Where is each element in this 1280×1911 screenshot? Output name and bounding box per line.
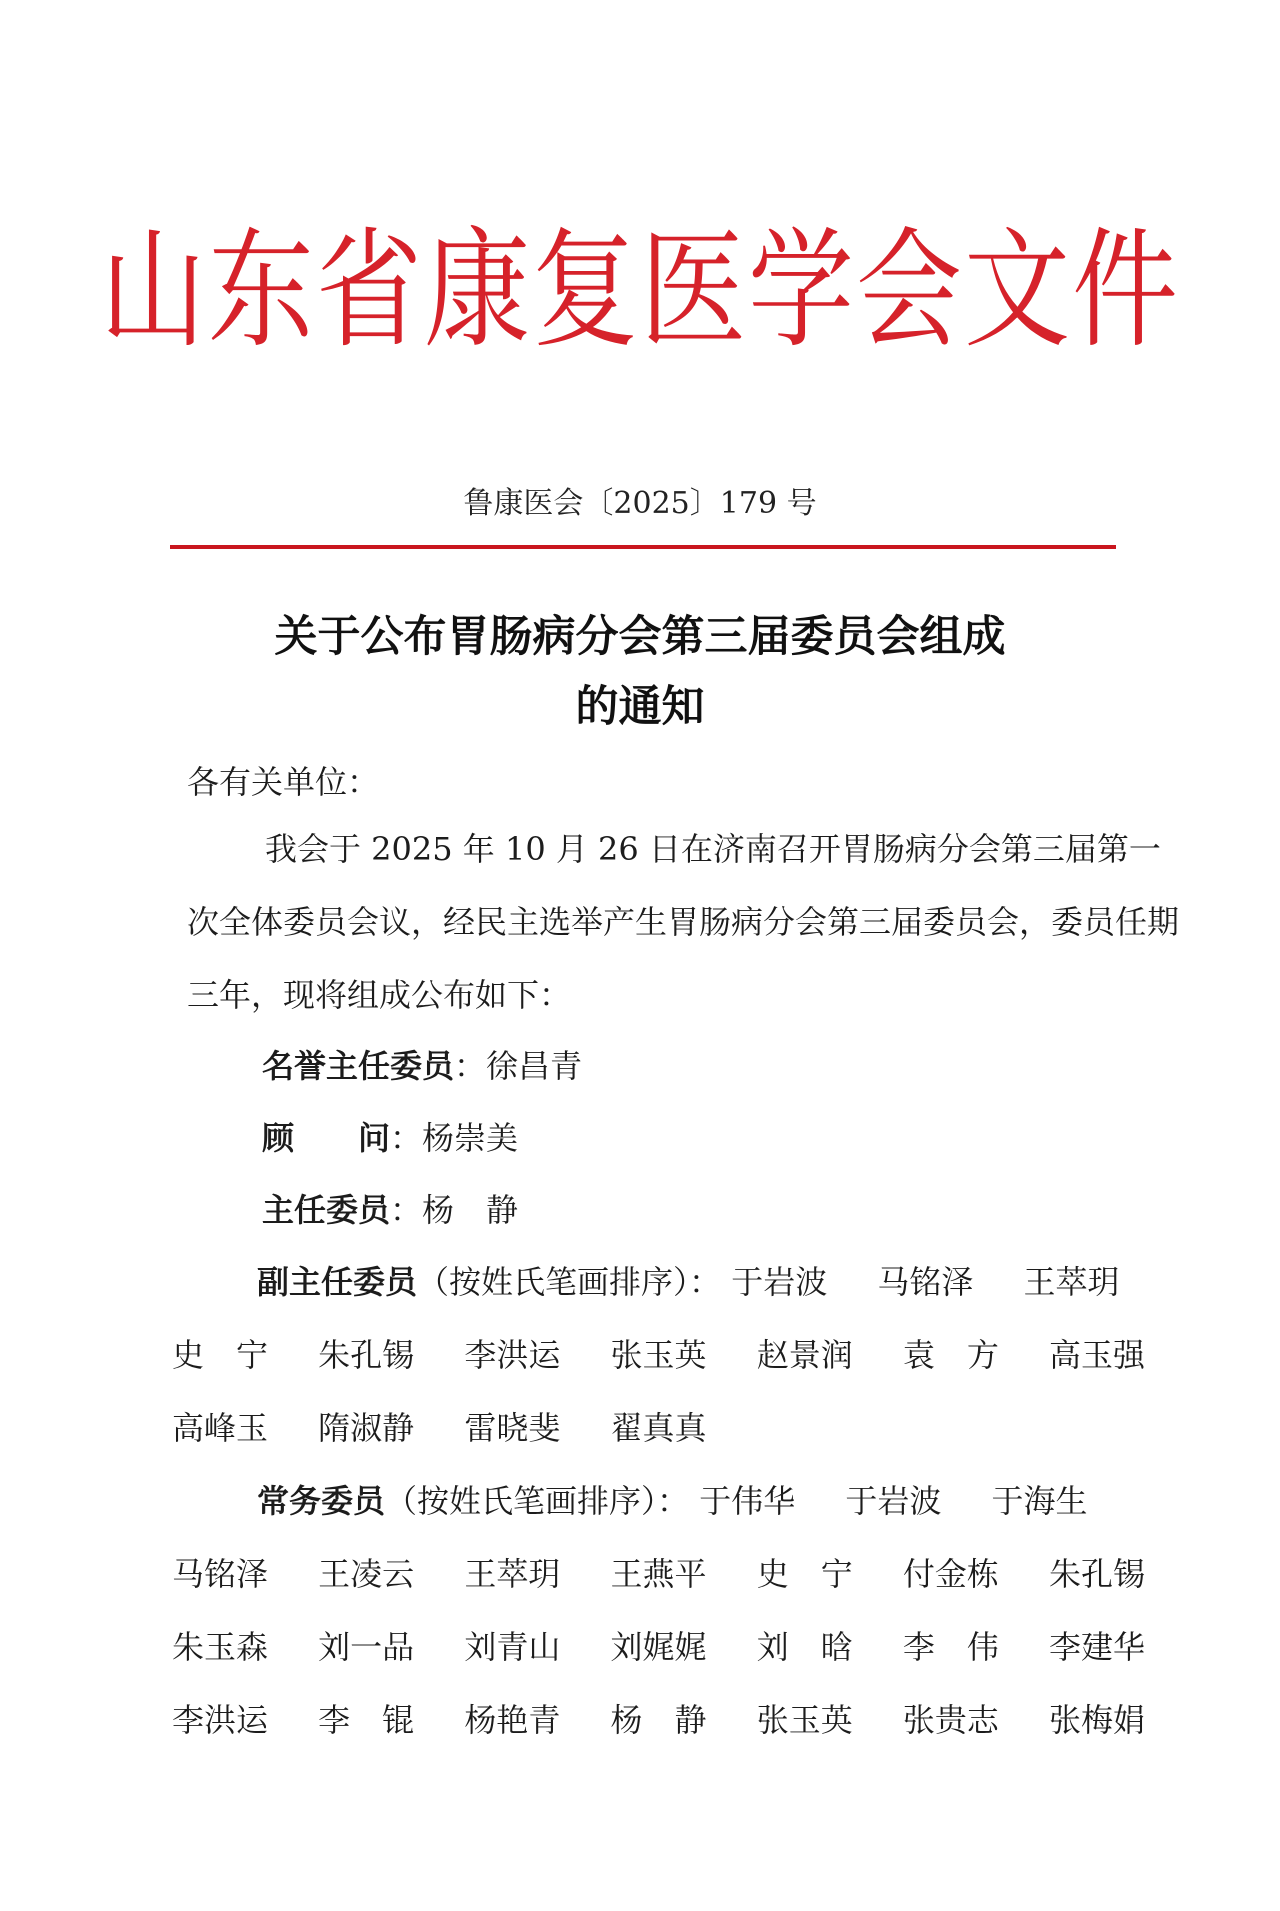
- standing-member-name: 于岩波: [845, 1482, 942, 1520]
- standing-member-name: 于海生: [991, 1482, 1088, 1520]
- deputy-director-name: 张玉英: [610, 1336, 707, 1374]
- deputy-director-name: 马铭泽: [877, 1263, 974, 1301]
- standing-member-name: 张玉英: [756, 1701, 853, 1739]
- standing-member-name: 史 宁: [756, 1555, 853, 1593]
- deputy-directors-note: （按姓氏笔画排序）：: [417, 1263, 722, 1301]
- standing-member-name: 李 伟: [902, 1628, 999, 1666]
- deputy-director-name: 袁 方: [902, 1336, 999, 1374]
- standing-member-name: 张贵志: [902, 1701, 999, 1739]
- standing-member-name: 马铭泽: [172, 1555, 269, 1593]
- document-number: 鲁康医会〔2025〕179 号: [463, 486, 817, 521]
- advisor-row: [262, 1102, 518, 1175]
- deputy-directors-line-2: [172, 1319, 1172, 1392]
- standing-member-name: 于伟华: [699, 1482, 796, 1520]
- standing-member-name: 王萃玥: [464, 1555, 561, 1593]
- deputy-directors-label: 副主任委员: [257, 1263, 418, 1301]
- deputy-director-name: 王萃玥: [1023, 1263, 1120, 1301]
- advisor-label: 顾 问: [262, 1119, 391, 1157]
- standing-member-name: 朱玉森: [172, 1628, 269, 1666]
- standing-members-block: [172, 1465, 1172, 1757]
- deputy-director-name: 隋淑静: [318, 1409, 415, 1447]
- standing-members-line-4: [172, 1684, 1172, 1757]
- deputy-directors-line-3: [172, 1392, 1172, 1465]
- title-line-2: 的通知: [575, 682, 705, 732]
- deputy-director-name: 朱孔锡: [318, 1336, 415, 1374]
- standing-member-name: 刘 晗: [756, 1628, 853, 1666]
- standing-member-name: 刘一品: [318, 1628, 415, 1666]
- deputy-director-name: 翟真真: [610, 1409, 707, 1447]
- standing-members-line-2: [172, 1538, 1172, 1611]
- standing-member-name: 李 锟: [318, 1701, 415, 1739]
- title-line-1: 关于公布胃肠病分会第三届委员会组成: [274, 612, 1006, 662]
- standing-members-label: 常务委员: [257, 1482, 386, 1520]
- deputy-director-name: 李洪运: [464, 1336, 561, 1374]
- honorary-director-row: [262, 1030, 582, 1103]
- standing-member-name: 杨艳青: [464, 1701, 561, 1739]
- honorary-director-label: 名誉主任委员: [262, 1047, 455, 1085]
- standing-member-name: 刘青山: [464, 1628, 561, 1666]
- standing-members-line-3: [172, 1611, 1172, 1684]
- body-paragraph: 我会于 2025 年 10 月 26 日在济南召开胃肠病分会第三届第一次全体委员会议，经民主选举产生胃肠病分会第三届委员会，委员任期三年，现将组成公布如下：: [187, 830, 1180, 1014]
- standing-members-note: （按姓氏笔画排序）：: [385, 1482, 690, 1520]
- deputy-director-name: 雷晓斐: [464, 1409, 561, 1447]
- deputy-director-name: 高峰玉: [172, 1409, 269, 1447]
- standing-member-name: 王燕平: [610, 1555, 707, 1593]
- director-label: 主任委员: [262, 1191, 391, 1229]
- director-name: ：杨 静: [390, 1191, 519, 1229]
- standing-member-name: 张梅娟: [1049, 1701, 1146, 1739]
- honorary-director-name: ：徐昌青: [454, 1047, 583, 1085]
- advisor-name: ：杨崇美: [390, 1119, 519, 1157]
- standing-member-name: 刘娓娓: [610, 1628, 707, 1666]
- standing-member-name: 朱孔锡: [1049, 1555, 1146, 1593]
- standing-member-name: 王凌云: [318, 1555, 415, 1593]
- director-row: [262, 1174, 518, 1247]
- salutation: 各有关单位：: [187, 763, 380, 801]
- deputy-director-name: 于岩波: [731, 1263, 828, 1301]
- notice-title: [0, 602, 1280, 742]
- standing-member-name: 杨 静: [610, 1701, 707, 1739]
- deputy-directors-lead-line: [172, 1246, 1172, 1319]
- issuer-masthead: 山东省康复医学会文件: [100, 215, 1180, 366]
- standing-member-name: 李建华: [1049, 1628, 1146, 1666]
- deputy-director-name: 史 宁: [172, 1336, 269, 1374]
- standing-member-name: 付金栋: [902, 1555, 999, 1593]
- standing-member-name: 李洪运: [172, 1701, 269, 1739]
- deputy-director-name: 高玉强: [1049, 1336, 1146, 1374]
- standing-members-lead-line: [172, 1465, 1172, 1538]
- deputy-director-name: 赵景润: [756, 1336, 853, 1374]
- red-divider-line: [170, 545, 1116, 549]
- deputy-directors-block: [172, 1246, 1172, 1465]
